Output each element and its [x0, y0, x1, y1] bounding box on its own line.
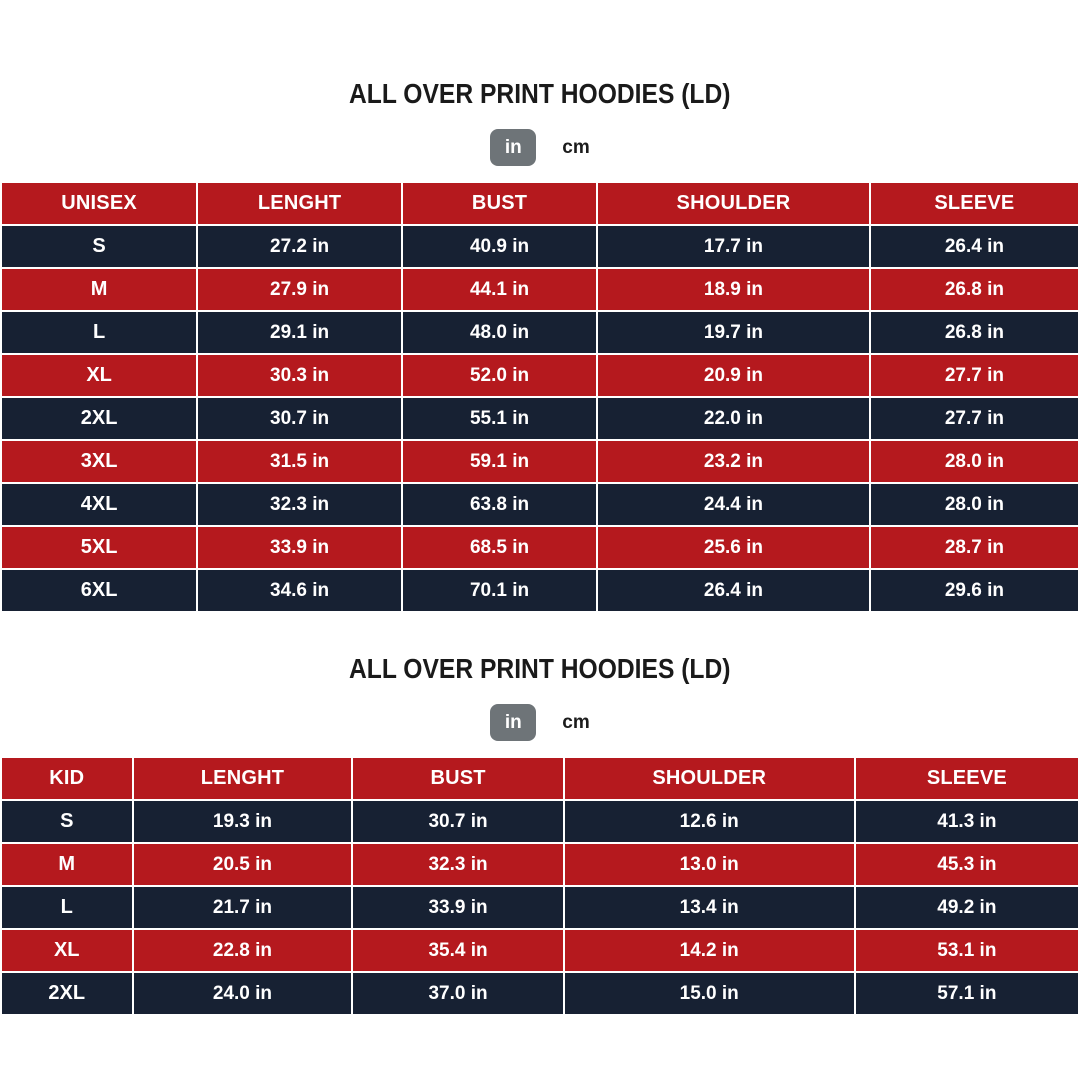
table-row: [1, 929, 1079, 972]
size-label-cell: L: [1, 886, 133, 929]
measurement-cell: 24.0 in: [133, 972, 353, 1015]
table-row: [1, 526, 1079, 569]
unisex-unit-toggle: [0, 129, 1080, 166]
measurement-cell: 27.9 in: [197, 268, 402, 311]
measurement-cell: 45.3 in: [855, 843, 1079, 886]
header-row: [1, 182, 1079, 225]
size-label-cell: 2XL: [1, 972, 133, 1015]
measurement-cell: 20.9 in: [597, 354, 870, 397]
kid-section-title: [0, 653, 1080, 685]
unit-in-button[interactable]: in: [490, 129, 536, 166]
unit-cm-button[interactable]: cm: [562, 711, 590, 733]
measurement-cell: 55.1 in: [402, 397, 597, 440]
measurement-cell: 30.7 in: [352, 800, 563, 843]
measurement-cell: 37.0 in: [352, 972, 563, 1015]
column-header: BUST: [352, 757, 563, 800]
measurement-cell: 68.5 in: [402, 526, 597, 569]
measurement-cell: 28.7 in: [870, 526, 1079, 569]
column-header: SHOULDER: [597, 182, 870, 225]
measurement-cell: 63.8 in: [402, 483, 597, 526]
measurement-cell: 29.6 in: [870, 569, 1079, 612]
kid-size-table: [0, 756, 1080, 1016]
measurement-cell: 57.1 in: [855, 972, 1079, 1015]
measurement-cell: 30.7 in: [197, 397, 402, 440]
measurement-cell: 26.8 in: [870, 268, 1079, 311]
size-label-cell: 4XL: [1, 483, 197, 526]
measurement-cell: 41.3 in: [855, 800, 1079, 843]
column-header: KID: [1, 757, 133, 800]
measurement-cell: 29.1 in: [197, 311, 402, 354]
measurement-cell: 35.4 in: [352, 929, 563, 972]
size-label-cell: M: [1, 268, 197, 311]
measurement-cell: 20.5 in: [133, 843, 353, 886]
measurement-cell: 21.7 in: [133, 886, 353, 929]
header-row: [1, 757, 1079, 800]
measurement-cell: 52.0 in: [402, 354, 597, 397]
size-label-cell: XL: [1, 354, 197, 397]
measurement-cell: 44.1 in: [402, 268, 597, 311]
measurement-cell: 13.0 in: [564, 843, 855, 886]
measurement-cell: 27.7 in: [870, 397, 1079, 440]
measurement-cell: 34.6 in: [197, 569, 402, 612]
size-label-cell: L: [1, 311, 197, 354]
measurement-cell: 13.4 in: [564, 886, 855, 929]
table-row: [1, 886, 1079, 929]
size-label-cell: M: [1, 843, 133, 886]
size-label-cell: 3XL: [1, 440, 197, 483]
measurement-cell: 27.2 in: [197, 225, 402, 268]
measurement-cell: 22.8 in: [133, 929, 353, 972]
column-header: LENGHT: [197, 182, 402, 225]
measurement-cell: 49.2 in: [855, 886, 1079, 929]
table-row: [1, 483, 1079, 526]
measurement-cell: 24.4 in: [597, 483, 870, 526]
measurement-cell: 32.3 in: [352, 843, 563, 886]
table-row: [1, 225, 1079, 268]
unit-in-button[interactable]: in: [490, 704, 536, 741]
measurement-cell: 15.0 in: [564, 972, 855, 1015]
measurement-cell: 19.3 in: [133, 800, 353, 843]
unisex-section-title: [0, 78, 1080, 110]
measurement-cell: 26.4 in: [597, 569, 870, 612]
column-header: SLEEVE: [870, 182, 1079, 225]
measurement-cell: 70.1 in: [402, 569, 597, 612]
table-row: [1, 354, 1079, 397]
unisex-size-table: [0, 181, 1080, 613]
size-label-cell: 2XL: [1, 397, 197, 440]
measurement-cell: 28.0 in: [870, 440, 1079, 483]
unisex-section-title-text: ALL OVER PRINT HOODIES (LD): [349, 78, 731, 109]
measurement-cell: 22.0 in: [597, 397, 870, 440]
kid-size-section: [0, 613, 1080, 1016]
size-label-cell: 6XL: [1, 569, 197, 612]
measurement-cell: 59.1 in: [402, 440, 597, 483]
measurement-cell: 18.9 in: [597, 268, 870, 311]
measurement-cell: 14.2 in: [564, 929, 855, 972]
table-row: [1, 440, 1079, 483]
measurement-cell: 28.0 in: [870, 483, 1079, 526]
measurement-cell: 12.6 in: [564, 800, 855, 843]
size-label-cell: S: [1, 800, 133, 843]
column-header: UNISEX: [1, 182, 197, 225]
measurement-cell: 31.5 in: [197, 440, 402, 483]
measurement-cell: 25.6 in: [597, 526, 870, 569]
measurement-cell: 32.3 in: [197, 483, 402, 526]
column-header: SLEEVE: [855, 757, 1079, 800]
measurement-cell: 33.9 in: [352, 886, 563, 929]
measurement-cell: 33.9 in: [197, 526, 402, 569]
measurement-cell: 26.8 in: [870, 311, 1079, 354]
size-label-cell: S: [1, 225, 197, 268]
table-row: [1, 268, 1079, 311]
measurement-cell: 27.7 in: [870, 354, 1079, 397]
table-row: [1, 311, 1079, 354]
measurement-cell: 23.2 in: [597, 440, 870, 483]
measurement-cell: 19.7 in: [597, 311, 870, 354]
measurement-cell: 40.9 in: [402, 225, 597, 268]
table-row: [1, 569, 1079, 612]
measurement-cell: 17.7 in: [597, 225, 870, 268]
measurement-cell: 30.3 in: [197, 354, 402, 397]
measurement-cell: 48.0 in: [402, 311, 597, 354]
unit-cm-button[interactable]: cm: [562, 136, 590, 158]
column-header: BUST: [402, 182, 597, 225]
size-label-cell: 5XL: [1, 526, 197, 569]
table-row: [1, 843, 1079, 886]
measurement-cell: 53.1 in: [855, 929, 1079, 972]
table-row: [1, 397, 1079, 440]
table-row: [1, 972, 1079, 1015]
column-header: LENGHT: [133, 757, 353, 800]
size-label-cell: XL: [1, 929, 133, 972]
measurement-cell: 26.4 in: [870, 225, 1079, 268]
kid-unit-toggle: [0, 704, 1080, 741]
table-row: [1, 800, 1079, 843]
kid-section-title-text: ALL OVER PRINT HOODIES (LD): [349, 653, 731, 684]
column-header: SHOULDER: [564, 757, 855, 800]
